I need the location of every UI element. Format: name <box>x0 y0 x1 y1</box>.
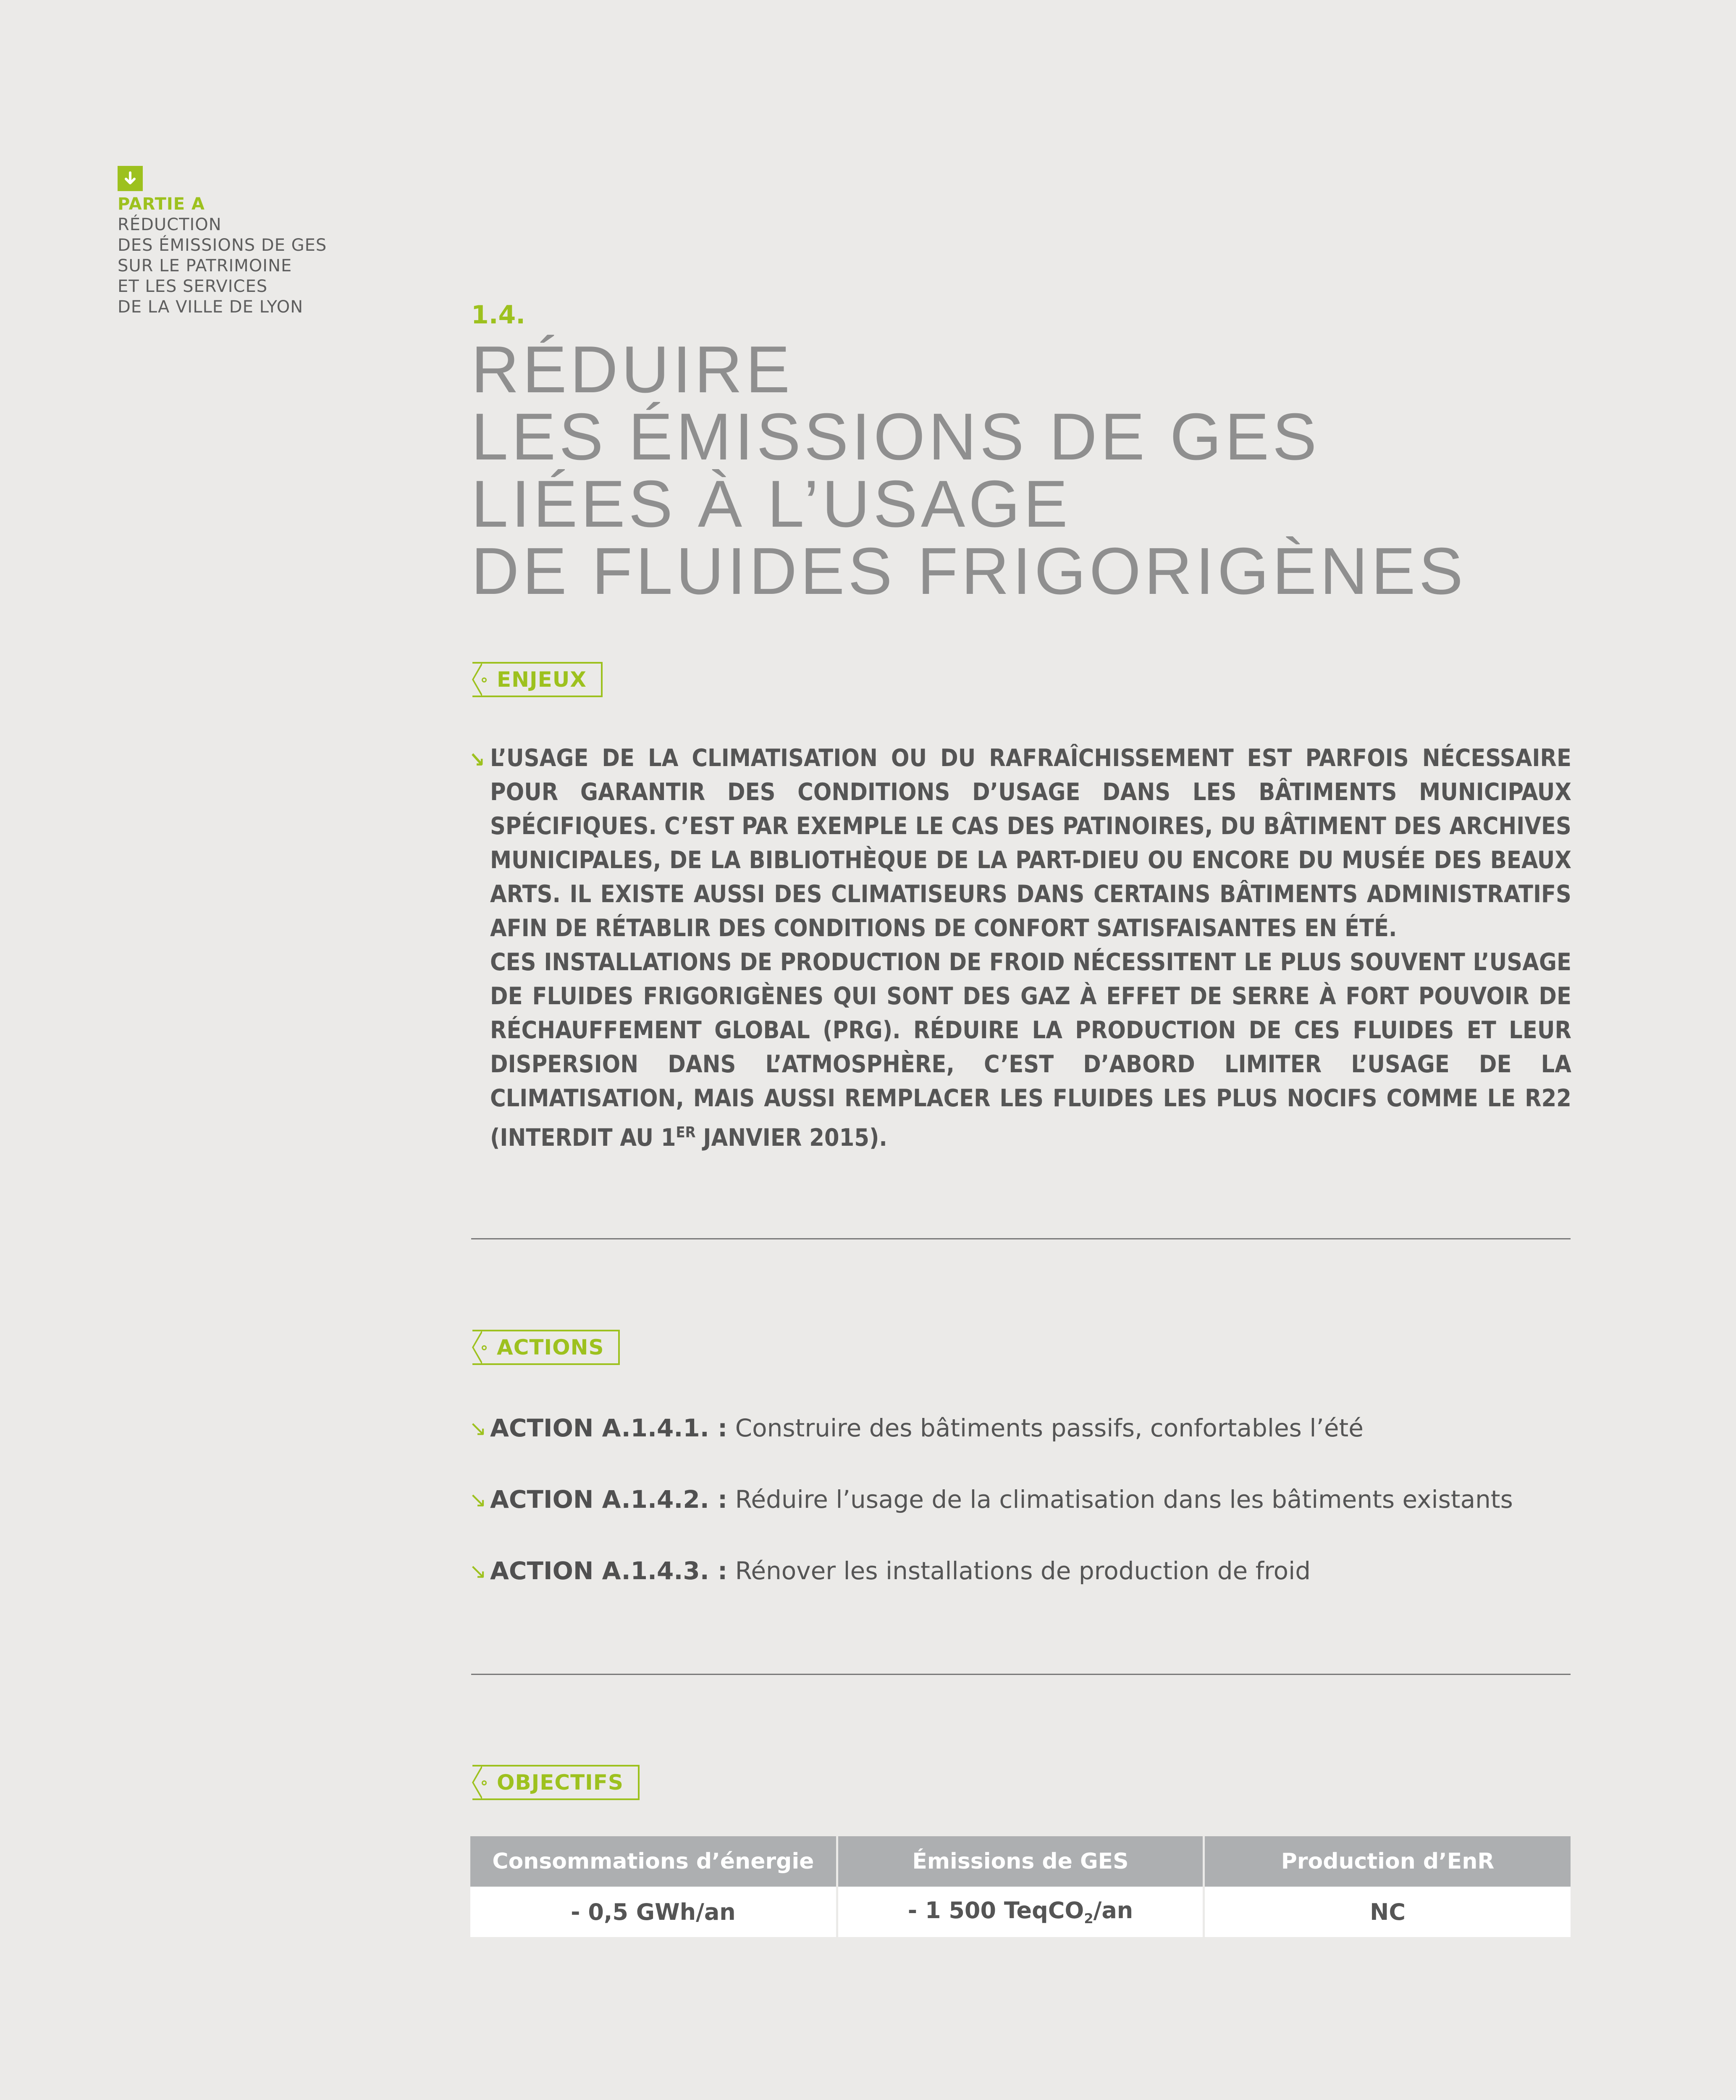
tag-hole-icon <box>482 1780 487 1785</box>
action-text: Rénover les installations de production de froid <box>727 1557 1311 1585</box>
arrow-bullet-icon: ↘ <box>469 1416 487 1441</box>
action-item <box>469 1557 1311 1585</box>
action-text: Réduire l’usage de la climatisation dans les bâtiments existants <box>727 1485 1513 1514</box>
enjeux-label: ENJEUX <box>497 667 587 692</box>
action-code: ACTION A.1.4.1. : <box>490 1414 728 1442</box>
enjeux-p2-end: JANVIER 2015). <box>695 1124 887 1152</box>
table-header: Émissions de GES <box>837 1836 1204 1887</box>
action-text: Construire des bâtiments passifs, confortables l’été <box>727 1414 1364 1442</box>
table-cell <box>837 1887 1204 1937</box>
enjeux-p2: CES INSTALLATIONS DE PRODUCTION DE FROID NÉCESSITENT LE PLUS SOUVENT L’USAGE DE FLUIDES FRIGORIGÈNES QUI SONT DES GAZ À EFFET DE SERRE À FORT POUVOIR DE RÉCHAUFFEMENT GLOBAL (PRG). RÉDUIRE LA PRODUCTION DE CES FLUIDES ET LEUR DISPERSION DANS L’ATMOSPHÈRE, C’EST D’ABORD LIMITER L’USAGE DE LA CLIMATISATION, MAIS AUSSI REMPLACER LES FLUIDES LES PLUS NOCIFS COMME LE R22 (INTERDIT AU 1 <box>490 948 1571 1152</box>
arrow-bullet-icon: ↘ <box>469 1488 487 1512</box>
arrow-bullet-icon: ↘ <box>469 748 485 772</box>
sidebar-line: DE LA VILLE DE LYON <box>118 297 304 317</box>
tag-hole-icon <box>482 1345 487 1350</box>
sidebar-line: RÉDUCTION <box>118 215 222 234</box>
tag-hole-icon <box>482 677 487 682</box>
sidebar-line: SUR LE PATRIMOINE <box>118 256 292 276</box>
sidebar-section-label <box>118 194 327 318</box>
title-line: RÉDUIRE <box>471 333 794 407</box>
ordinal-sup: ER <box>676 1124 696 1141</box>
action-item <box>469 1485 1513 1514</box>
page-title <box>471 333 1467 608</box>
objectifs-table <box>470 1836 1571 1937</box>
sidebar-line: DES ÉMISSIONS DE GES <box>118 236 327 255</box>
table-cell: NC <box>1204 1887 1571 1937</box>
objectifs-label: OBJECTIFS <box>497 1770 624 1795</box>
title-line: LES ÉMISSIONS DE GES <box>471 400 1320 474</box>
enjeux-paragraph <box>469 741 1571 945</box>
action-item <box>469 1414 1364 1442</box>
enjeux-text <box>469 741 1571 1155</box>
table-row <box>470 1887 1571 1937</box>
title-line: LIÉES À L’USAGE <box>471 467 1071 541</box>
action-code: ACTION A.1.4.2. : <box>490 1485 728 1514</box>
ges-value: - 1 500 TeqCO <box>907 1897 1084 1924</box>
ges-unit: /an <box>1093 1897 1133 1924</box>
objectifs-tag <box>472 1765 640 1800</box>
sidebar-line: ET LES SERVICES <box>118 277 268 296</box>
actions-label: ACTIONS <box>497 1335 604 1360</box>
arrow-bullet-icon: ↘ <box>469 1559 487 1583</box>
enjeux-paragraph <box>469 945 1571 1155</box>
actions-tag <box>472 1330 620 1365</box>
co2-subscript: 2 <box>1084 1910 1094 1927</box>
divider <box>471 1238 1571 1239</box>
down-arrow-icon <box>118 166 143 191</box>
table-cell: - 0,5 GWh/an <box>470 1887 837 1937</box>
table-header: Production d’EnR <box>1204 1836 1571 1887</box>
part-label: PARTIE A <box>118 194 205 214</box>
divider <box>471 1674 1571 1675</box>
section-number: 1.4. <box>471 300 526 330</box>
title-line: DE FLUIDES FRIGORIGÈNES <box>471 534 1467 608</box>
table-header-row <box>470 1836 1571 1887</box>
action-code: ACTION A.1.4.3. : <box>490 1557 728 1585</box>
enjeux-p1: L’USAGE DE LA CLIMATISATION OU DU RAFRAÎCHISSEMENT EST PARFOIS NÉCESSAIRE POUR GARANTIR DES CONDITIONS D’USAGE DANS LES BÂTIMENTS MUNICIPAUX SPÉCIFIQUES. C’EST PAR EXEMPLE LE CAS DES PATINOIRES, DU BÂTIMENT DES ARCHIVES MUNICIPALES, DE LA BIBLIOTHÈQUE DE LA PART-DIEU OU ENCORE DU MUSÉE DES BEAUX ARTS. IL EXISTE AUSSI DES CLIMATISEURS DANS CERTAINS BÂTIMENTS ADMINISTRATIFS AFIN DE RÉTABLIR DES CONDITIONS DE CONFORT SATISFAISANTES EN ÉTÉ. <box>490 744 1571 942</box>
enjeux-tag <box>472 662 603 697</box>
table-header: Consommations d’énergie <box>470 1836 837 1887</box>
